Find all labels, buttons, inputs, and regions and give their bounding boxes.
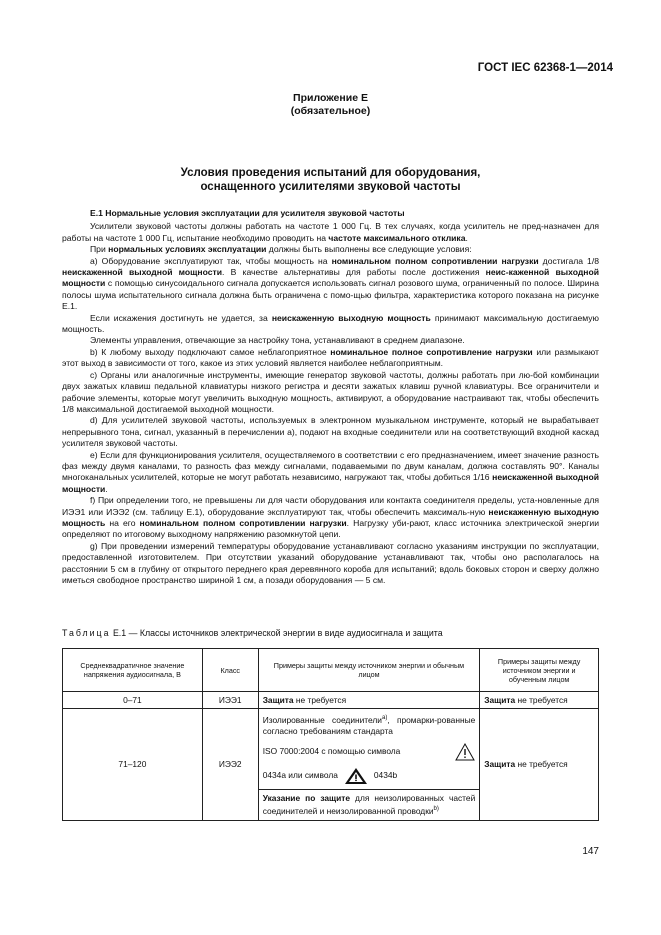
appendix-status: (обязательное) bbox=[290, 105, 371, 117]
example-line-2: ISO 7000:2004 с помощью символа bbox=[263, 743, 476, 761]
warning-triangle-icon bbox=[455, 743, 475, 761]
table-row bbox=[63, 692, 599, 709]
section-title-line-2: оснащенного усилителями звуковой частоты bbox=[200, 181, 461, 193]
cell-voltage: 71–120 bbox=[63, 709, 203, 821]
table-caption bbox=[62, 628, 443, 638]
header-voltage: Среднеквадратичное значение напряжения аудиосигнала, В bbox=[63, 649, 203, 692]
paragraph-e: e) Если для функционирования усилителя, осуществляемого в соответствии с его предназначением, имеет значение разность фаз между двумя каналами, то разность фаз между сигналами, подаваемыми по двум каналам, должна составлять 90°. Каналы многоканальных усилителей, которые не могут работать независимо, нагружают так, чтобы добиться 1/16 неискаженной выходной мощности. bbox=[62, 449, 599, 494]
header-class: Класс bbox=[202, 649, 258, 692]
cell-ordinary-protection: Защита не требуется bbox=[258, 692, 480, 709]
table-header-row bbox=[63, 649, 599, 692]
paragraph-frequency: Усилители звуковой частоты должны работать на частоте 1 000 Гц. В тех случаях, когда усилитель не пред-назначен для работы на частоте 1 000 Гц, испытание необходимо проводить на частоте максимального отклика. bbox=[62, 221, 599, 243]
example-line-1: Изолированные соединители$^{a)}$, промарки-рованные согласно требованиям стандарта bbox=[262, 714, 476, 736]
section-title-line-1: Условия проведения испытаний для оборудования, bbox=[180, 167, 481, 179]
cell-trained-protection: Защита не требуется bbox=[480, 692, 599, 709]
table-caption-prefix: Таблица bbox=[62, 628, 111, 638]
paragraph-g: g) При проведении измерений температуры оборудование устанавливают согласно указаниям инструкции по эксплуатации, предоставленной изготовителем. При отсутствии указаний оборудование устанавливают так, чтобы оно располагалось на расстоянии 5 см в глубину от открытого переднего края деревянного короба для испытаний; вдоль боковых сторон и сверху должно иметься свободное пространство шириной 1 см, а позади оборудования — 5 см. bbox=[62, 540, 599, 585]
cell-class: ИЭЭ2 bbox=[202, 709, 258, 821]
warning-triangle-filled-icon bbox=[344, 767, 368, 785]
section-title bbox=[0, 166, 661, 194]
paragraph-a-controls: Элементы управления, отвечающие за настройку тона, устанавливают в среднем диапазоне. bbox=[90, 335, 465, 346]
subsection-title: Е.1 Нормальные условия эксплуатации для усилителя звуковой частоты bbox=[90, 208, 405, 218]
paragraph-c: c) Органы или аналогичные инструменты, имеющие генератор звуковой частоты, должны работать при лю-бой комбинации двух зажатых клавиш педальной клавиатуры низкого регистра и десяти зажатых клавиш ручной клавиатуры. Все ограничители и рабочие элементы, которые могут увеличить выходную мощность, активируют, а оборудование настраивают так, чтобы обеспечить 1/8 максимальной достигаемой выходной мощности. bbox=[62, 369, 599, 414]
body-text bbox=[62, 208, 599, 586]
table-row bbox=[63, 709, 599, 790]
cell-ordinary-protection-note: Указание по защите для неизолированных частей соединителей и неизолированной проводки$^{b)}$ bbox=[258, 789, 480, 820]
energy-class-table bbox=[62, 648, 599, 821]
paragraph-b: b) К любому выходу подключают самое неблагоприятное номинальное полное сопротивление нагрузки или размыкают этот выход в зависимости от того, какое из этих условий является наиболее неблагоприятным. bbox=[62, 346, 599, 369]
paragraph-a-distortion: Если искажения достигнуть не удается, за неискаженную выходную мощность принимают максимальную достигаемую мощность. bbox=[62, 312, 600, 335]
cell-class: ИЭЭ1 bbox=[202, 692, 258, 709]
paragraph-a: a) Оборудование эксплуатируют так, чтобы мощность на номинальном полном сопротивлении нагрузки достигала 1/8 неискаженной выходной мощности. В качестве альтернативы для работы после достижения неис-каженной выходной мощности с помощью синусоидального сигнала допускается использовать сигнал розового шума, ограниченный по полосе. Ширина полосы шума испытательного сигнала должна быть ограничена с помо-щью фильтра, характеристика которого показана на рисунке Е.1. bbox=[62, 255, 600, 312]
paragraph-d: d) Для усилителей звуковой частоты, используемых в электронном музыкальном инструменте, который не вырабатывает непрерывного тона, сигнал, указанный в перечислении a), подают на входные соединители или на соответствующий входной каскад усилителя звуковой частоты. bbox=[62, 415, 599, 449]
header-ordinary-person: Примеры защиты между источником энергии и обычным лицом bbox=[258, 649, 480, 692]
cell-ordinary-protection-example bbox=[258, 709, 480, 790]
cell-trained-protection: Защита не требуется bbox=[480, 709, 599, 821]
table-caption-text: Е.1 — Классы источников электрической энергии в виде аудиосигнала и защита bbox=[110, 628, 443, 638]
standard-code: ГОСТ IEC 62368-1—2014 bbox=[477, 62, 613, 74]
paragraph-f: f) При определении того, не превышены ли для части оборудования или контакта соединителя пределы, уста-новленные для ИЭЭ1 или ИЭЭ2 (см. таблицу Е.1), оборудование эксплуатируют так, чтобы обеспечить максималь-ную неискаженную выходную мощность на его номинальном полном сопротивлении нагрузки. Нагрузку уби-рают, класс источника электрической энергии определяют по итоговому выходному напряжению разомкнутой цепи. bbox=[62, 495, 600, 540]
cell-voltage: 0–71 bbox=[63, 692, 203, 709]
appendix-title: Приложение Е bbox=[293, 92, 368, 104]
appendix-heading bbox=[0, 92, 661, 118]
header-trained-person: Примеры защиты между источником энергии и обученным лицом bbox=[480, 649, 599, 692]
example-line-3: 0434a или символа 0434b bbox=[263, 767, 476, 785]
paragraph-conditions: При нормальных условиях эксплуатации должны быть выполнены все следующие условия: bbox=[90, 244, 472, 255]
page-number: 147 bbox=[582, 846, 599, 857]
